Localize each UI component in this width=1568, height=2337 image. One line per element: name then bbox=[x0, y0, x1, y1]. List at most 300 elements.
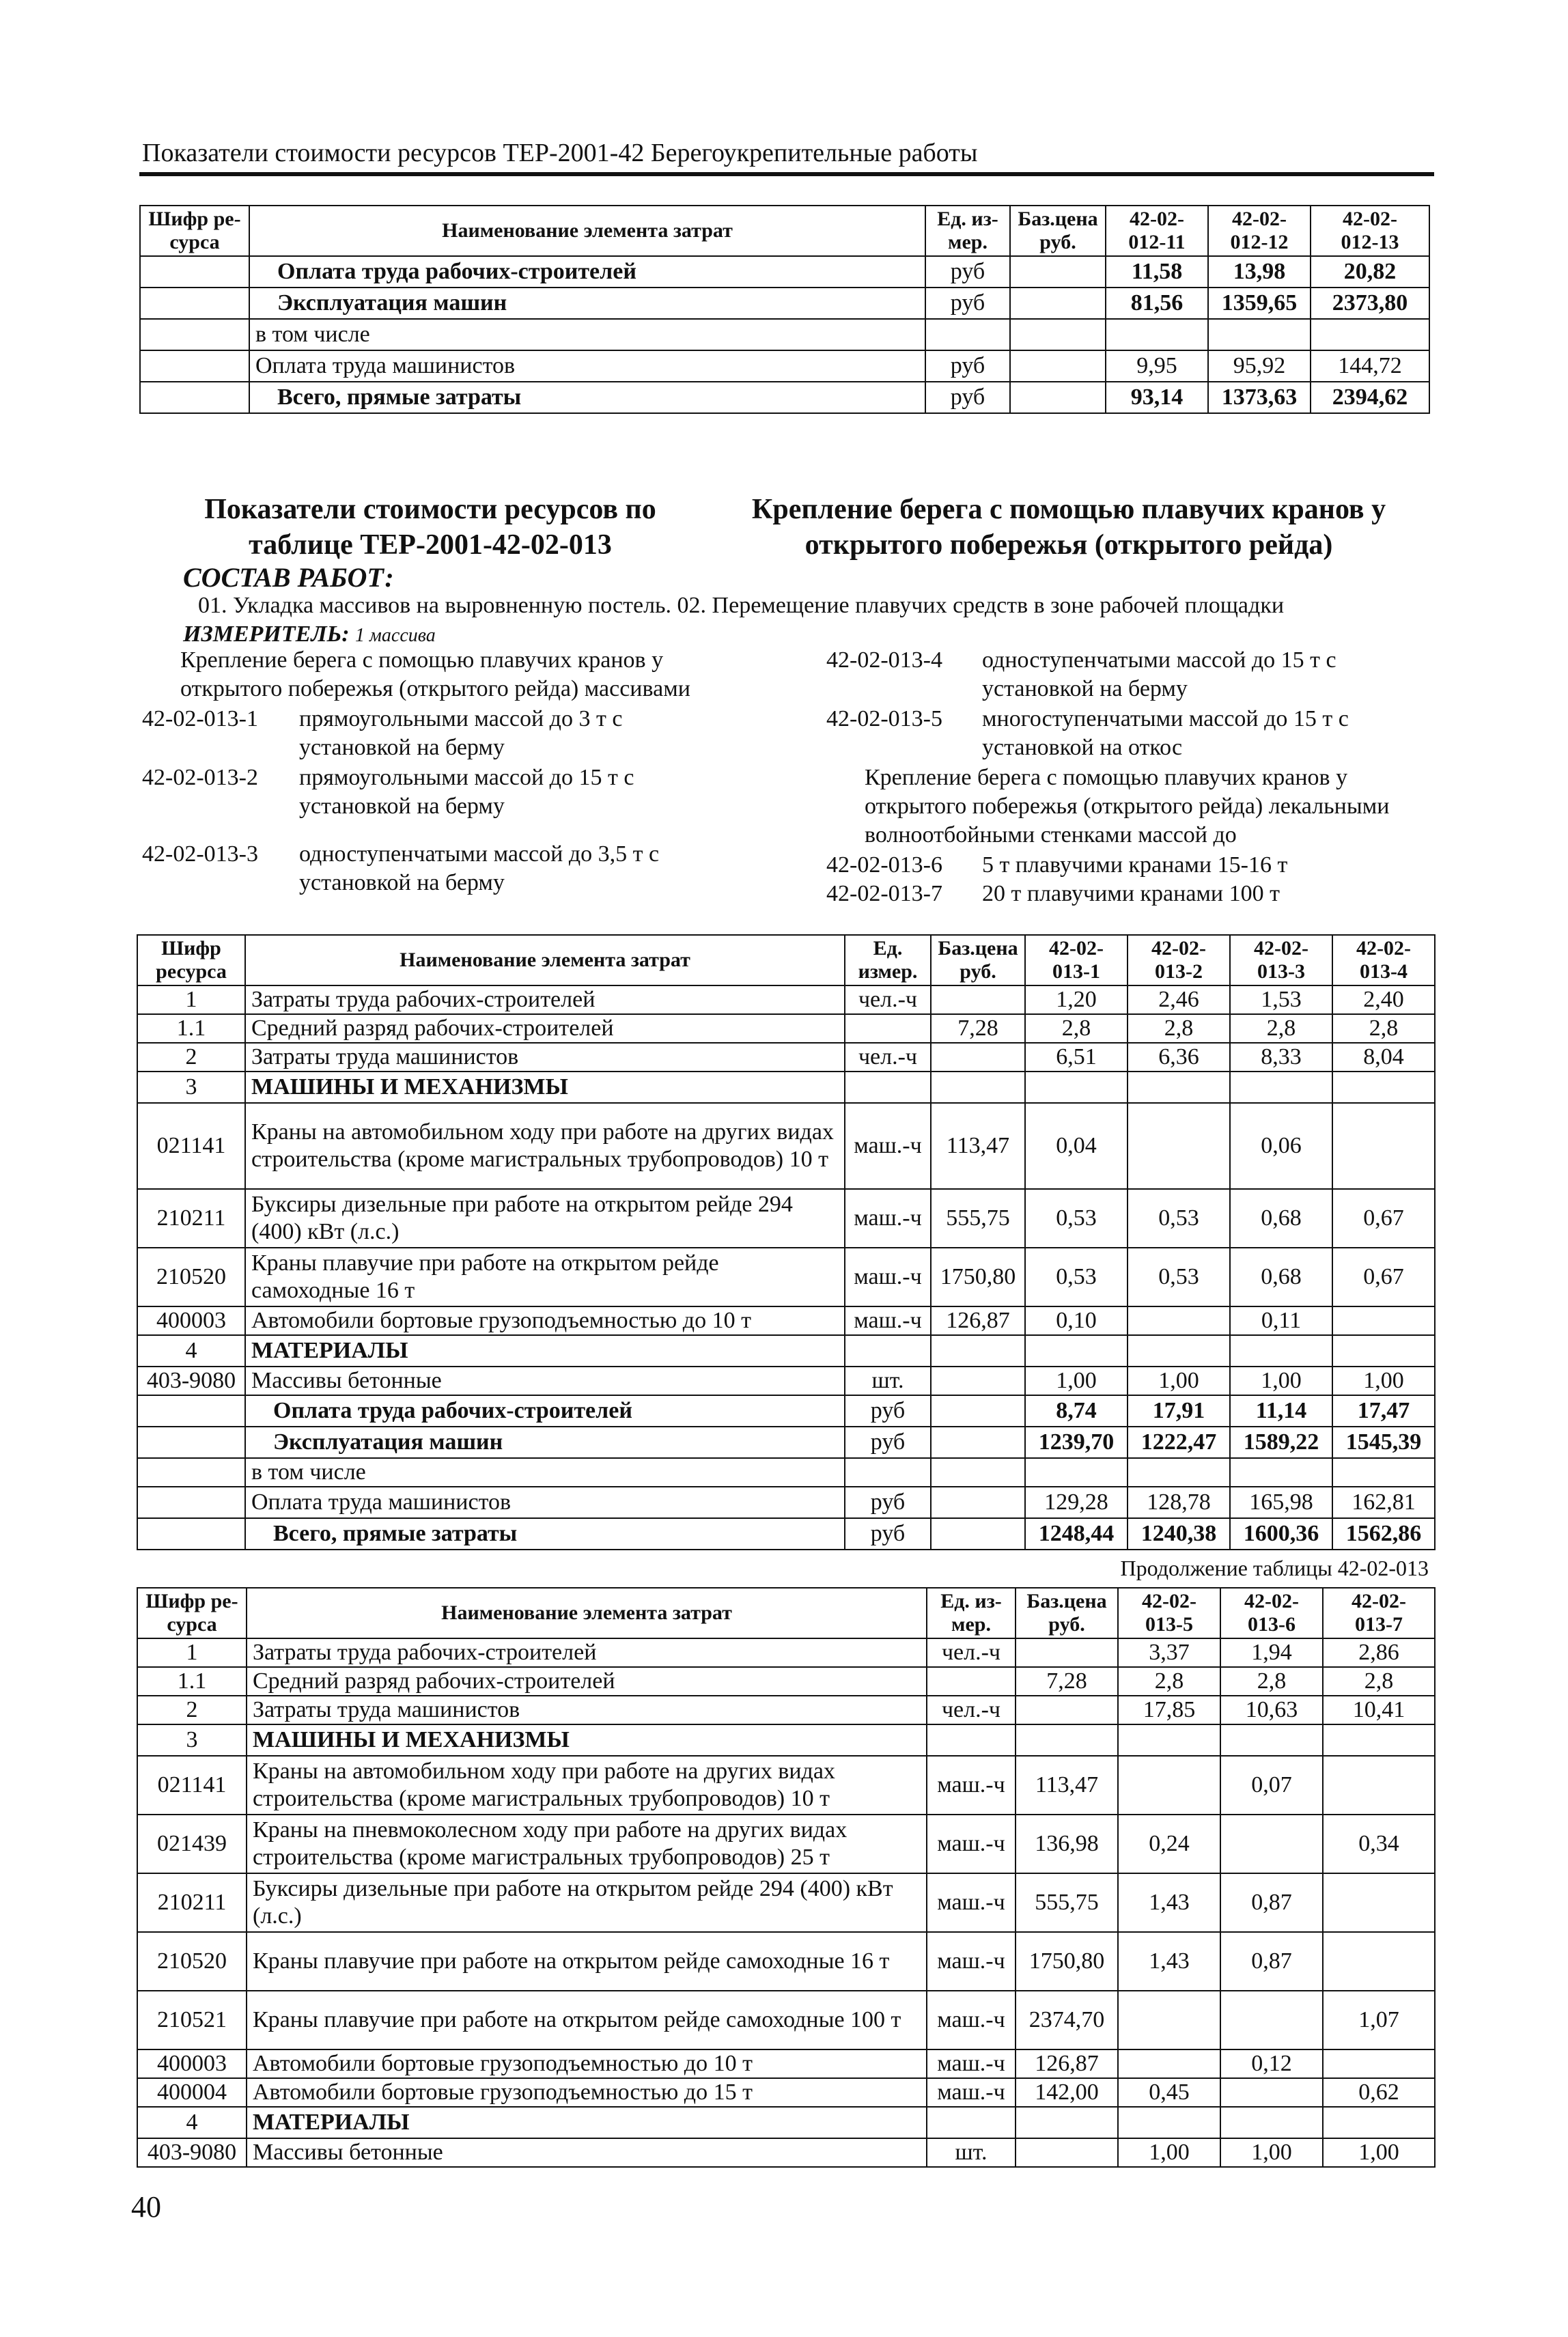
unit-cell: чел.-ч bbox=[845, 985, 931, 1014]
cost-name-cell: Автомобили бортовые грузоподъемностью до 15 т bbox=[247, 2078, 927, 2107]
unit-cell: маш.-ч bbox=[927, 1873, 1016, 1932]
value-cell: 1240,38 bbox=[1128, 1518, 1230, 1550]
resource-code-cell: 4 bbox=[137, 1335, 245, 1367]
list-right-intro: Крепление берега с помощью плавучих кранов у открытого побережья (открытого рейда) лекальными волноотбойными стенками массой до bbox=[865, 765, 1390, 848]
unit-cell: чел.-ч bbox=[927, 1638, 1016, 1667]
page-header: Показатели стоимости ресурсов ТЕР-2001-42 Берегоукрепительные работы bbox=[142, 139, 978, 167]
resource-code-cell: 1 bbox=[137, 1638, 247, 1667]
table-row bbox=[137, 1696, 1435, 1724]
table-row bbox=[137, 985, 1435, 1014]
resource-code-cell bbox=[137, 1427, 245, 1458]
unit-cell: чел.-ч bbox=[845, 1043, 931, 1072]
value-cell: 0,67 bbox=[1332, 1248, 1435, 1306]
resource-code-cell: 3 bbox=[137, 1724, 247, 1756]
table-013-part1 bbox=[137, 934, 1436, 1550]
base-price-cell bbox=[931, 1395, 1025, 1427]
column-header: 42-02- 012-13 bbox=[1311, 206, 1429, 256]
resource-code-cell bbox=[137, 1518, 245, 1550]
unit-cell: руб bbox=[845, 1395, 931, 1427]
resource-code-cell: 4 bbox=[137, 2107, 247, 2138]
unit-cell: маш.-ч bbox=[927, 2078, 1016, 2107]
column-header: Шифр ресурса bbox=[137, 935, 245, 985]
table-row bbox=[140, 382, 1429, 413]
page-number: 40 bbox=[131, 2190, 161, 2224]
value-cell: 2,8 bbox=[1025, 1014, 1128, 1043]
list-item-code: 42-02-013-4 bbox=[826, 647, 942, 673]
unit-cell: маш.-ч bbox=[845, 1248, 931, 1306]
base-price-cell: 126,87 bbox=[1016, 2049, 1118, 2078]
unit-cell: руб bbox=[845, 1518, 931, 1550]
cost-name-cell: Буксиры дизельные при работе на открытом рейде 294 (400) кВт (л.с.) bbox=[247, 1873, 927, 1932]
column-header: 42-02- 013-4 bbox=[1332, 935, 1435, 985]
value-cell: 1,43 bbox=[1118, 1873, 1220, 1932]
unit-cell: шт. bbox=[845, 1367, 931, 1395]
value-cell: 6,51 bbox=[1025, 1043, 1128, 1072]
list-item-text: прямоугольными массой до 15 т с установкой на берму bbox=[299, 765, 634, 819]
value-cell bbox=[1332, 1458, 1435, 1487]
value-cell bbox=[1332, 1335, 1435, 1367]
value-cell: 0,06 bbox=[1230, 1103, 1332, 1189]
resource-code-cell: 403-9080 bbox=[137, 1367, 245, 1395]
value-cell bbox=[1118, 2049, 1220, 2078]
table-row bbox=[137, 1014, 1435, 1043]
base-price-cell bbox=[1010, 256, 1106, 288]
base-price-cell bbox=[931, 1043, 1025, 1072]
base-price-cell bbox=[931, 1487, 1025, 1518]
sostav-label: СОСТАВ РАБОТ: bbox=[183, 562, 394, 593]
cost-name-cell: Автомобили бортовые грузоподъемностью до 10 т bbox=[245, 1306, 845, 1335]
cost-name-cell: Краны на автомобильном ходу при работе на других видах строительства (кроме магистральных трубопроводов) 10 т bbox=[245, 1103, 845, 1189]
list-right bbox=[826, 646, 1427, 908]
table-row bbox=[137, 2138, 1435, 2167]
list-item-code: 42-02-013-3 bbox=[142, 841, 258, 867]
value-cell: 2,8 bbox=[1118, 1667, 1220, 1696]
table-row bbox=[137, 1395, 1435, 1427]
cost-name-cell: Всего, прямые затраты bbox=[249, 382, 925, 413]
cost-name-cell: Краны на пневмоколесном ходу при работе на других видах строительства (кроме магистральных трубопроводов) 25 т bbox=[247, 1815, 927, 1873]
table-row bbox=[137, 1518, 1435, 1550]
column-header: Ед. из- мер. bbox=[927, 1588, 1016, 1638]
value-cell: 17,85 bbox=[1118, 1696, 1220, 1724]
value-cell bbox=[1208, 319, 1311, 350]
value-cell: 1359,65 bbox=[1208, 288, 1311, 319]
list-item-code: 42-02-013-5 bbox=[826, 706, 942, 731]
unit-cell: маш.-ч bbox=[927, 2049, 1016, 2078]
table-row bbox=[137, 1638, 1435, 1667]
column-header: 42-02- 013-7 bbox=[1323, 1588, 1435, 1638]
list-left-intro: Крепление берега с помощью плавучих кранов у открытого побережья (открытого рейда) массивами bbox=[180, 647, 690, 701]
base-price-cell bbox=[931, 1458, 1025, 1487]
value-cell: 0,53 bbox=[1128, 1189, 1230, 1248]
unit-cell: маш.-ч bbox=[845, 1103, 931, 1189]
table-row bbox=[137, 1724, 1435, 1756]
unit-cell bbox=[927, 2107, 1016, 2138]
value-cell bbox=[1118, 2107, 1220, 2138]
column-header: Баз.цена руб. bbox=[931, 935, 1025, 985]
value-cell: 1,00 bbox=[1220, 2138, 1323, 2167]
sostav-text: 01. Укладка массивов на выровненную постель. 02. Перемещение плавучих средств в зоне рабочей площадки bbox=[198, 593, 1285, 618]
cost-name-cell: МАШИНЫ И МЕХАНИЗМЫ bbox=[247, 1724, 927, 1756]
value-cell: 0,87 bbox=[1220, 1932, 1323, 1991]
table-row bbox=[137, 1306, 1435, 1335]
table-header-row bbox=[137, 935, 1435, 985]
value-cell bbox=[1025, 1458, 1128, 1487]
list-item bbox=[826, 646, 1427, 703]
cost-name-cell: Массивы бетонные bbox=[245, 1367, 845, 1395]
column-header: Шифр ре- сурса bbox=[137, 1588, 247, 1638]
table-row bbox=[137, 1335, 1435, 1367]
base-price-cell bbox=[1016, 1724, 1118, 1756]
value-cell: 1,94 bbox=[1220, 1638, 1323, 1667]
cost-name-cell: МАШИНЫ И МЕХАНИЗМЫ bbox=[245, 1072, 845, 1103]
base-price-cell bbox=[1016, 1638, 1118, 1667]
continuation-note: Продолжение таблицы 42-02-013 bbox=[1120, 1556, 1429, 1580]
value-cell: 165,98 bbox=[1230, 1487, 1332, 1518]
value-cell bbox=[1230, 1458, 1332, 1487]
base-price-cell: 7,28 bbox=[1016, 1667, 1118, 1696]
table-header-row bbox=[137, 1588, 1435, 1638]
value-cell bbox=[1128, 1335, 1230, 1367]
value-cell: 0,53 bbox=[1128, 1248, 1230, 1306]
value-cell bbox=[1220, 2078, 1323, 2107]
value-cell: 1,00 bbox=[1323, 2138, 1435, 2167]
cost-name-cell: Автомобили бортовые грузоподъемностью до 10 т bbox=[247, 2049, 927, 2078]
value-cell: 2,86 bbox=[1323, 1638, 1435, 1667]
resource-code-cell: 400003 bbox=[137, 1306, 245, 1335]
unit-cell: шт. bbox=[927, 2138, 1016, 2167]
value-cell: 6,36 bbox=[1128, 1043, 1230, 1072]
value-cell bbox=[1128, 1072, 1230, 1103]
cost-name-cell: Оплата труда рабочих-строителей bbox=[249, 256, 925, 288]
unit-cell: руб bbox=[925, 256, 1010, 288]
list-item-text: одноступенчатыми массой до 15 т с установкой на берму bbox=[982, 647, 1336, 701]
resource-code-cell bbox=[140, 256, 249, 288]
column-header: Баз.цена руб. bbox=[1016, 1588, 1118, 1638]
base-price-cell bbox=[931, 1335, 1025, 1367]
unit-cell: чел.-ч bbox=[927, 1696, 1016, 1724]
value-cell bbox=[1323, 2107, 1435, 2138]
value-cell bbox=[1118, 1724, 1220, 1756]
cost-name-cell: Затраты труда машинистов bbox=[245, 1043, 845, 1072]
list-item bbox=[826, 851, 1427, 880]
unit-cell: маш.-ч bbox=[927, 1756, 1016, 1815]
list-item-code: 42-02-013-2 bbox=[142, 765, 258, 790]
unit-cell: руб bbox=[845, 1427, 931, 1458]
value-cell: 93,14 bbox=[1106, 382, 1208, 413]
value-cell: 129,28 bbox=[1025, 1487, 1128, 1518]
base-price-cell: 1750,80 bbox=[931, 1248, 1025, 1306]
value-cell bbox=[1230, 1072, 1332, 1103]
base-price-cell bbox=[1010, 382, 1106, 413]
value-cell: 11,58 bbox=[1106, 256, 1208, 288]
cost-name-cell: в том числе bbox=[249, 319, 925, 350]
table-row bbox=[137, 1072, 1435, 1103]
value-cell bbox=[1118, 1991, 1220, 2049]
cost-name-cell: Краны плавучие при работе на открытом рейде самоходные 16 т bbox=[245, 1248, 845, 1306]
column-header: 42-02- 013-5 bbox=[1118, 1588, 1220, 1638]
unit-cell: маш.-ч bbox=[927, 1991, 1016, 2049]
unit-cell: маш.-ч bbox=[845, 1189, 931, 1248]
unit-cell: руб bbox=[925, 350, 1010, 382]
unit-cell bbox=[845, 1458, 931, 1487]
value-cell: 1,43 bbox=[1118, 1932, 1220, 1991]
value-cell: 0,68 bbox=[1230, 1189, 1332, 1248]
value-cell: 1,00 bbox=[1025, 1367, 1128, 1395]
cost-name-cell: Краны плавучие при работе на открытом рейде самоходные 16 т bbox=[247, 1932, 927, 1991]
value-cell: 1248,44 bbox=[1025, 1518, 1128, 1550]
value-cell bbox=[1118, 1756, 1220, 1815]
cost-name-cell: Буксиры дизельные при работе на открытом рейде 294 (400) кВт (л.с.) bbox=[245, 1189, 845, 1248]
list-item-text: 20 т плавучими кранами 100 т bbox=[982, 881, 1280, 906]
base-price-cell: 555,75 bbox=[1016, 1873, 1118, 1932]
column-header: Ед. из- мер. bbox=[925, 206, 1010, 256]
value-cell: 13,98 bbox=[1208, 256, 1311, 288]
resource-code-cell bbox=[140, 288, 249, 319]
resource-code-cell: 021439 bbox=[137, 1815, 247, 1873]
base-price-cell bbox=[931, 1367, 1025, 1395]
resource-code-cell: 2 bbox=[137, 1696, 247, 1724]
column-header: 42-02- 012-12 bbox=[1208, 206, 1311, 256]
table-row bbox=[137, 1458, 1435, 1487]
value-cell: 8,74 bbox=[1025, 1395, 1128, 1427]
value-cell bbox=[1025, 1335, 1128, 1367]
unit-cell bbox=[845, 1014, 931, 1043]
list-left bbox=[142, 646, 757, 897]
base-price-cell: 126,87 bbox=[931, 1306, 1025, 1335]
value-cell: 2,8 bbox=[1220, 1667, 1323, 1696]
list-item bbox=[142, 705, 757, 762]
cost-name-cell: в том числе bbox=[245, 1458, 845, 1487]
value-cell: 0,53 bbox=[1025, 1248, 1128, 1306]
table-row bbox=[140, 319, 1429, 350]
cost-name-cell: Средний разряд рабочих-строителей bbox=[247, 1667, 927, 1696]
value-cell bbox=[1323, 1756, 1435, 1815]
column-header: 42-02- 012-11 bbox=[1106, 206, 1208, 256]
value-cell: 1545,39 bbox=[1332, 1427, 1435, 1458]
table-row bbox=[137, 2049, 1435, 2078]
value-cell bbox=[1025, 1072, 1128, 1103]
value-cell: 144,72 bbox=[1311, 350, 1429, 382]
base-price-cell bbox=[1010, 319, 1106, 350]
base-price-cell bbox=[931, 1427, 1025, 1458]
value-cell: 2,8 bbox=[1128, 1014, 1230, 1043]
value-cell: 81,56 bbox=[1106, 288, 1208, 319]
value-cell bbox=[1230, 1335, 1332, 1367]
column-header: Наименование элемента затрат bbox=[249, 206, 925, 256]
table-row bbox=[137, 2078, 1435, 2107]
value-cell: 2,8 bbox=[1230, 1014, 1332, 1043]
column-header: 42-02- 013-2 bbox=[1128, 935, 1230, 985]
header-rule bbox=[139, 172, 1434, 176]
base-price-cell bbox=[1010, 350, 1106, 382]
value-cell: 1,53 bbox=[1230, 985, 1332, 1014]
cost-name-cell: Затраты труда машинистов bbox=[247, 1696, 927, 1724]
unit-cell: руб bbox=[845, 1487, 931, 1518]
resource-code-cell: 1.1 bbox=[137, 1014, 245, 1043]
base-price-cell: 555,75 bbox=[931, 1189, 1025, 1248]
base-price-cell: 142,00 bbox=[1016, 2078, 1118, 2107]
value-cell: 11,14 bbox=[1230, 1395, 1332, 1427]
resource-code-cell: 2 bbox=[137, 1043, 245, 1072]
value-cell: 1,20 bbox=[1025, 985, 1128, 1014]
value-cell: 1,00 bbox=[1118, 2138, 1220, 2167]
izmeritel bbox=[183, 621, 436, 647]
base-price-cell: 136,98 bbox=[1016, 1815, 1118, 1873]
value-cell: 1373,63 bbox=[1208, 382, 1311, 413]
cost-name-cell: Массивы бетонные bbox=[247, 2138, 927, 2167]
value-cell: 0,87 bbox=[1220, 1873, 1323, 1932]
unit-cell: маш.-ч bbox=[927, 1815, 1016, 1873]
table-row bbox=[137, 1487, 1435, 1518]
value-cell: 10,63 bbox=[1220, 1696, 1323, 1724]
resource-code-cell: 021141 bbox=[137, 1756, 247, 1815]
cost-name-cell: Всего, прямые затраты bbox=[245, 1518, 845, 1550]
unit-cell: маш.-ч bbox=[927, 1932, 1016, 1991]
base-price-cell bbox=[1016, 2107, 1118, 2138]
value-cell: 10,41 bbox=[1323, 1696, 1435, 1724]
resource-code-cell: 1.1 bbox=[137, 1667, 247, 1696]
value-cell bbox=[1332, 1306, 1435, 1335]
table-row bbox=[137, 1248, 1435, 1306]
value-cell bbox=[1323, 2049, 1435, 2078]
value-cell bbox=[1323, 1724, 1435, 1756]
value-cell bbox=[1128, 1103, 1230, 1189]
cost-name-cell: МАТЕРИАЛЫ bbox=[247, 2107, 927, 2138]
table-row bbox=[137, 2107, 1435, 2138]
table-row bbox=[137, 1103, 1435, 1189]
list-item bbox=[142, 764, 757, 821]
resource-code-cell: 400003 bbox=[137, 2049, 247, 2078]
list-item bbox=[142, 840, 757, 897]
table-row bbox=[137, 1367, 1435, 1395]
resource-code-cell bbox=[137, 1487, 245, 1518]
value-cell: 128,78 bbox=[1128, 1487, 1230, 1518]
base-price-cell bbox=[1010, 288, 1106, 319]
resource-code-cell bbox=[140, 382, 249, 413]
izmeritel-label: ИЗМЕРИТЕЛЬ: bbox=[183, 621, 350, 647]
table-row bbox=[140, 256, 1429, 288]
resource-code-cell bbox=[140, 350, 249, 382]
cost-name-cell: Краны плавучие при работе на открытом рейде самоходные 100 т bbox=[247, 1991, 927, 2049]
cost-name-cell: Краны на автомобильном ходу при работе на других видах строительства (кроме магистральных трубопроводов) 10 т bbox=[247, 1756, 927, 1815]
column-header: Ед. измер. bbox=[845, 935, 931, 985]
value-cell: 0,62 bbox=[1323, 2078, 1435, 2107]
value-cell: 1562,86 bbox=[1332, 1518, 1435, 1550]
column-header: 42-02- 013-1 bbox=[1025, 935, 1128, 985]
value-cell: 0,34 bbox=[1323, 1815, 1435, 1873]
value-cell: 2373,80 bbox=[1311, 288, 1429, 319]
value-cell: 0,67 bbox=[1332, 1189, 1435, 1248]
table-row bbox=[137, 1427, 1435, 1458]
value-cell: 3,37 bbox=[1118, 1638, 1220, 1667]
value-cell: 0,68 bbox=[1230, 1248, 1332, 1306]
base-price-cell: 113,47 bbox=[931, 1103, 1025, 1189]
value-cell bbox=[1128, 1458, 1230, 1487]
value-cell: 0,07 bbox=[1220, 1756, 1323, 1815]
resource-code-cell bbox=[137, 1395, 245, 1427]
cost-name-cell: Оплата труда машинистов bbox=[249, 350, 925, 382]
resource-code-cell: 400004 bbox=[137, 2078, 247, 2107]
base-price-cell bbox=[931, 1518, 1025, 1550]
table-row bbox=[137, 1932, 1435, 1991]
value-cell bbox=[1323, 1873, 1435, 1932]
column-header: Баз.цена руб. bbox=[1010, 206, 1106, 256]
resource-code-cell: 210211 bbox=[137, 1189, 245, 1248]
resource-code-cell bbox=[140, 319, 249, 350]
table-subtitle: Крепление берега с помощью плавучих кранов у открытого побережья (открытого рейда) bbox=[751, 494, 1386, 561]
value-cell: 2,46 bbox=[1128, 985, 1230, 1014]
value-cell: 20,82 bbox=[1311, 256, 1429, 288]
value-cell: 0,04 bbox=[1025, 1103, 1128, 1189]
value-cell: 0,11 bbox=[1230, 1306, 1332, 1335]
value-cell: 1,07 bbox=[1323, 1991, 1435, 2049]
value-cell: 1589,22 bbox=[1230, 1427, 1332, 1458]
unit-cell: маш.-ч bbox=[845, 1306, 931, 1335]
value-cell: 95,92 bbox=[1208, 350, 1311, 382]
resource-code-cell: 210520 bbox=[137, 1248, 245, 1306]
value-cell bbox=[1323, 1932, 1435, 1991]
column-header: Наименование элемента затрат bbox=[247, 1588, 927, 1638]
cost-name-cell: Оплата труда рабочих-строителей bbox=[245, 1395, 845, 1427]
list-item-text: прямоугольными массой до 3 т с установкой на берму bbox=[299, 706, 623, 760]
value-cell: 1600,36 bbox=[1230, 1518, 1332, 1550]
unit-cell bbox=[927, 1724, 1016, 1756]
table-row bbox=[137, 1991, 1435, 2049]
table-013-part2 bbox=[137, 1587, 1436, 2168]
resource-code-cell: 210521 bbox=[137, 1991, 247, 2049]
cost-name-cell: Затраты труда рабочих-строителей bbox=[245, 985, 845, 1014]
value-cell: 0,45 bbox=[1118, 2078, 1220, 2107]
list-item-text: 5 т плавучими кранами 15-16 т bbox=[982, 852, 1288, 878]
value-cell: 0,12 bbox=[1220, 2049, 1323, 2078]
resource-code-cell: 021141 bbox=[137, 1103, 245, 1189]
table-title: Показатели стоимости ресурсов по таблице ТЕР-2001-42-02-013 bbox=[204, 494, 656, 561]
list-item-code: 42-02-013-1 bbox=[142, 706, 258, 731]
value-cell: 0,53 bbox=[1025, 1189, 1128, 1248]
base-price-cell bbox=[931, 1072, 1025, 1103]
value-cell: 2,40 bbox=[1332, 985, 1435, 1014]
value-cell: 0,10 bbox=[1025, 1306, 1128, 1335]
base-price-cell bbox=[1016, 1696, 1118, 1724]
value-cell: 8,33 bbox=[1230, 1043, 1332, 1072]
resource-code-cell: 210211 bbox=[137, 1873, 247, 1932]
base-price-cell bbox=[1016, 2138, 1118, 2167]
value-cell: 1239,70 bbox=[1025, 1427, 1128, 1458]
value-cell: 8,04 bbox=[1332, 1043, 1435, 1072]
table-row bbox=[137, 1189, 1435, 1248]
table-row bbox=[137, 1756, 1435, 1815]
cost-name-cell: Средний разряд рабочих-строителей bbox=[245, 1014, 845, 1043]
value-cell: 162,81 bbox=[1332, 1487, 1435, 1518]
column-header: Шифр ре- сурса bbox=[140, 206, 249, 256]
table-header-row bbox=[140, 206, 1429, 256]
value-cell: 17,47 bbox=[1332, 1395, 1435, 1427]
column-header: 42-02- 013-3 bbox=[1230, 935, 1332, 985]
unit-cell: руб bbox=[925, 288, 1010, 319]
column-header: Наименование элемента затрат bbox=[245, 935, 845, 985]
value-cell: 9,95 bbox=[1106, 350, 1208, 382]
value-cell bbox=[1311, 319, 1429, 350]
value-cell: 1222,47 bbox=[1128, 1427, 1230, 1458]
table-row bbox=[140, 288, 1429, 319]
value-cell bbox=[1332, 1072, 1435, 1103]
list-item bbox=[826, 880, 1427, 908]
list-item-code: 42-02-013-6 bbox=[826, 852, 942, 878]
value-cell: 2,8 bbox=[1332, 1014, 1435, 1043]
value-cell bbox=[1220, 2107, 1323, 2138]
value-cell: 2,8 bbox=[1323, 1667, 1435, 1696]
unit-cell bbox=[925, 319, 1010, 350]
